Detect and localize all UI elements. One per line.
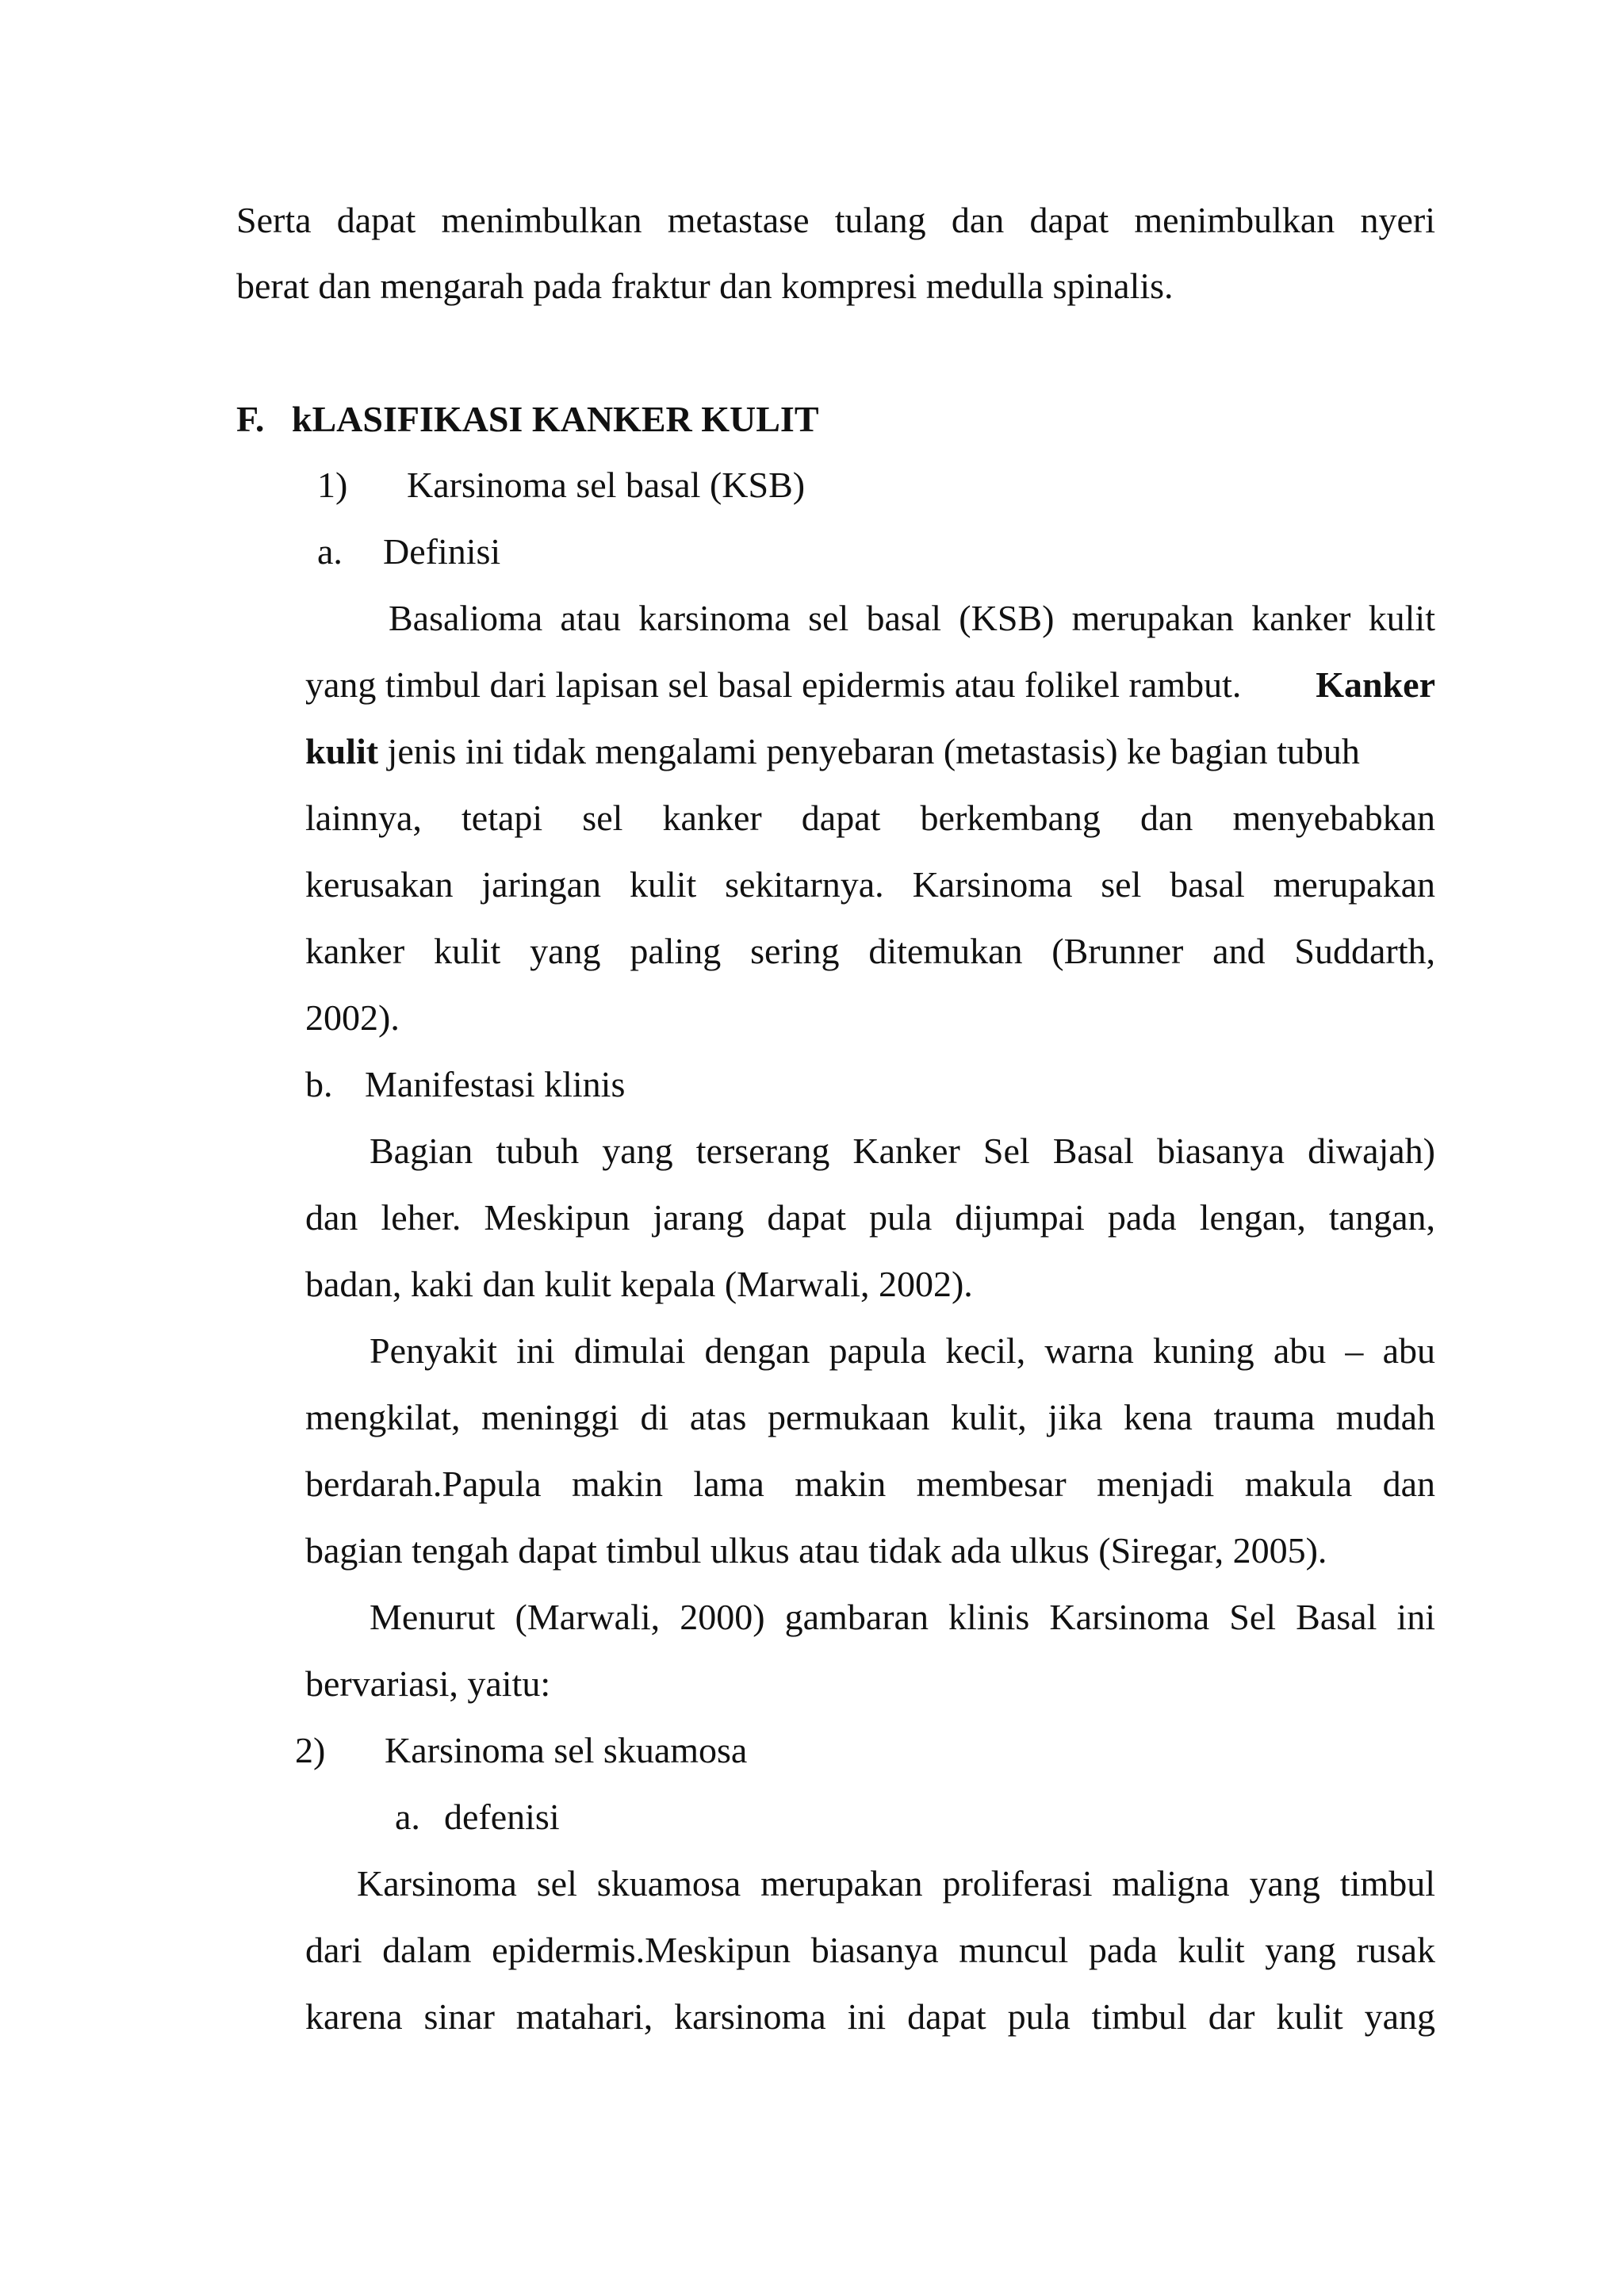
manifestasi-p2-line-4: bagian tengah dapat timbul ulkus atau tidak ada ulkus (Siregar, 2005). [305,1530,1327,1571]
intro-line-1: Serta dapat menimbulkan metastase tulang dan dapat menimbulkan nyeri [236,200,1435,240]
item2-title: Karsinoma sel skuamosa [385,1730,748,1770]
definition-line-3 [305,729,1435,774]
item1-a-label: a. [317,531,343,572]
definition-line-6: kanker kulit yang paling sering ditemukan (Brunner and Suddarth, [305,931,1435,971]
definition-line-1: Basalioma atau karsinoma sel basal (KSB) merupakan kanker kulit [389,598,1435,638]
intro-line-2: berat dan mengarah pada fraktur dan kompresi medulla spinalis. [236,266,1174,306]
definition-line-4: lainnya, tetapi sel kanker dapat berkembang dan menyebabkan [305,798,1435,838]
item2-number: 2) [295,1730,326,1770]
manifestasi-p3-line-1: Menurut (Marwali, 2000) gambaran klinis Karsinoma Sel Basal ini [370,1597,1435,1637]
item2-a-title: defenisi [444,1797,560,1837]
definition-line-2-text: yang timbul dari lapisan sel basal epidermis atau folikel rambut. [305,664,1242,705]
manifestasi-p2-line-2: mengkilat, meninggi di atas permukaan kulit, jika kena trauma mudah [305,1397,1435,1437]
skuamosa-line-1: Karsinoma sel skuamosa merupakan proliferasi maligna yang timbul [357,1863,1435,1904]
item1-number: 1) [317,465,348,505]
manifestasi-p3-line-2: bervariasi, yaitu: [305,1663,551,1704]
manifestasi-p2-line-1: Penyakit ini dimulai dengan papula kecil, warna kuning abu – abu [370,1330,1435,1371]
skuamosa-line-3: karena sinar matahari, karsinoma ini dapat pula timbul dar kulit yang [305,1996,1435,2037]
definition-line-7: 2002). [305,997,400,1038]
item1-b-title: Manifestasi klinis [365,1064,626,1104]
item1-b-label: b. [305,1064,333,1104]
item2-a-label: a. [395,1797,420,1837]
section-heading: F. kLASIFIKASI KANKER KULIT [236,399,819,439]
definition-line-5: kerusakan jaringan kulit sekitarnya. Karsinoma sel basal merupakan [305,864,1435,905]
manifestasi-p1-line-3: badan, kaki dan kulit kepala (Marwali, 2002). [305,1264,973,1304]
item1-a-title: Definisi [383,531,501,572]
skuamosa-line-2: dari dalam epidermis.Meskipun biasanya muncul pada kulit yang rusak [305,1930,1435,1970]
definition-bold-kulit: kulit [305,731,379,771]
item1-title: Karsinoma sel basal (KSB) [407,465,806,505]
manifestasi-p2-line-3: berdarah.Papula makin lama makin membesar menjadi makula dan [305,1464,1435,1504]
manifestasi-p1-line-2: dan leher. Meskipun jarang dapat pula dijumpai pada lengan, tangan, [305,1197,1435,1238]
manifestasi-p1-line-1: Bagian tubuh yang terserang Kanker Sel Basal biasanya diwajah) [370,1131,1435,1171]
definition-bold-kanker: Kanker [1316,664,1435,705]
definition-line-3-text: jenis ini tidak mengalami penyebaran (metastasis) ke bagian tubuh [378,731,1360,771]
definition-line-2 [305,663,1435,707]
